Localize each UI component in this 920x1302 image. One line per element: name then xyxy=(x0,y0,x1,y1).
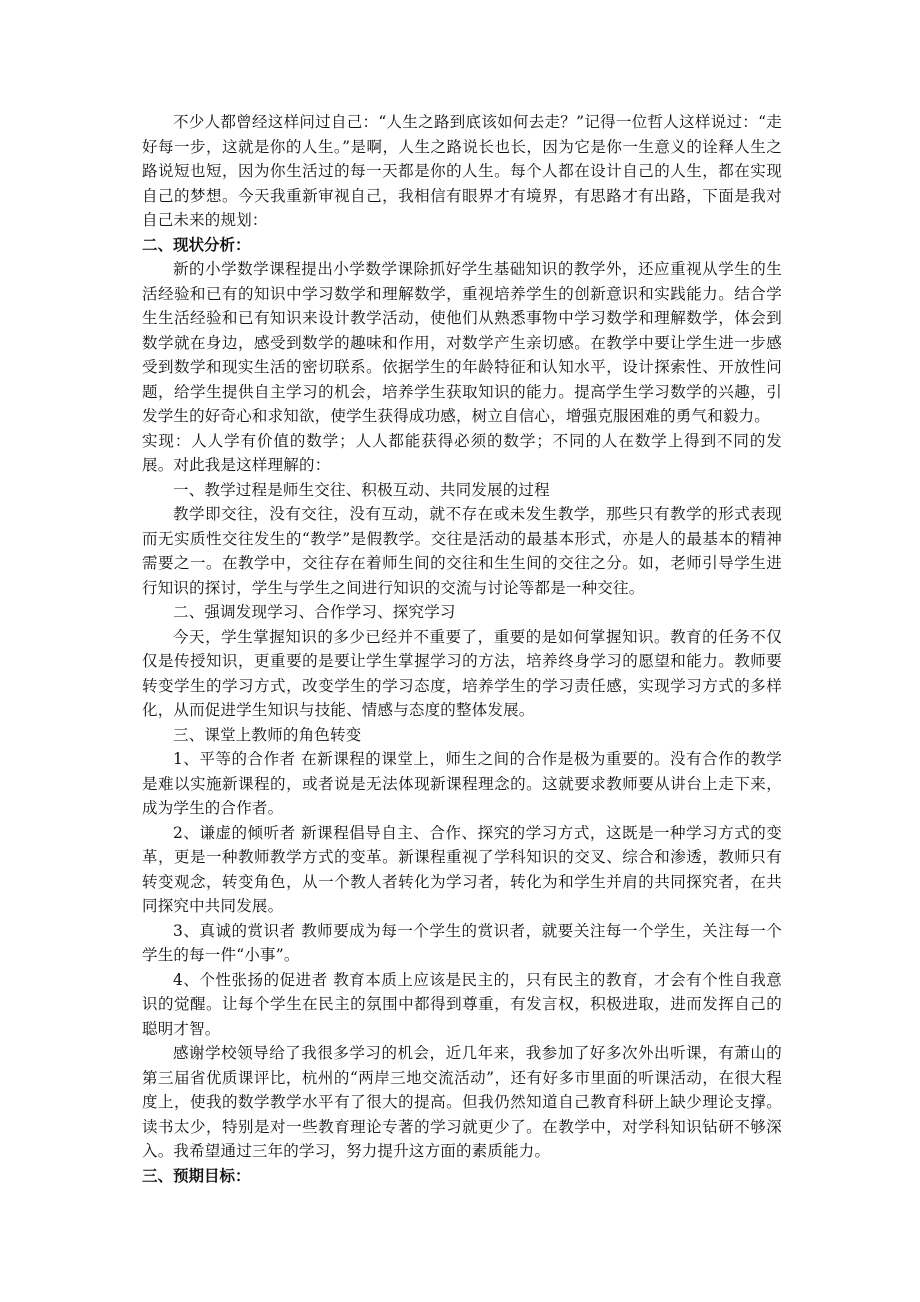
realize-paragraph: 实现：人人学有价值的数学；人人都能获得必须的数学；不同的人在数学上得到不同的发展。对此我是这样理解的： xyxy=(142,431,782,474)
role1-paragraph: 1、平等的合作者 在新课程的课堂上，师生之间的合作是极为重要的。没有合作的教学是难以实施新课程的，或者说是无法体现新课程理念的。这就要求教师要从讲台上走下来，成为学生的合作者。 xyxy=(142,750,782,817)
role3-paragraph: 3、真诚的赏识者 教师要成为每一个学生的赏识者，就要关注每一个学生，关注每一个学生的每一件“小事”。 xyxy=(142,921,782,964)
intro-paragraph: 不少人都曾经这样问过自己：“人生之路到底该如何去走？”记得一位哲人这样说过：“走好每一步，这就是你的人生。”是啊，人生之路说长也长，因为它是你一生意义的诠释人生之路说短也短，因为你生活过的每一天都是你的人生。每个人都在设计自己的人生，都在实现自己的梦想。今天我重新审视自己，我相信有眼界才有境界，有思路才有出路，下面是我对自己未来的规划： xyxy=(142,113,782,229)
point1-body: 教学即交往，没有交往，没有互动，就不存在或未发生教学，那些只有教学的形式表现而无实质性交往发生的“教学”是假教学。交往是活动的最基本形式，亦是人的最基本的精神需要之一。在教学中，交往存在着师生间的交往和生生间的交往之分。如，老师引导学生进行知识的探讨，学生与学生之间进行知识的交流与讨论等都是一种交往。 xyxy=(142,505,782,597)
role4-paragraph: 4、个性张扬的促进者 教育本质上应该是民主的，只有民主的教育，才会有个性自我意识的觉醒。让每个学生在民主的氛围中都得到尊重，有发言权，积极进取，进而发挥自己的聪明才智。 xyxy=(142,970,782,1038)
point2-body: 今天，学生掌握知识的多少已经并不重要了，重要的是如何掌握知识。教育的任务不仅仅是传授知识，更重要的是要让学生掌握学习的方法，培养终身学习的愿望和能力。教师要转变学生的学习方式，改变学生的学习态度，培养学生的学习责任感，实现学习方式的多样化，从而促进学生知识与技能、情感与态度的整体发展。 xyxy=(142,627,782,719)
point1-title: 一、教学过程是师生交往、积极互动、共同发展的过程 xyxy=(173,480,550,499)
point2-title: 二、强调发现学习、合作学习、探究学习 xyxy=(173,603,456,621)
point3-title: 三、课堂上教师的角色转变 xyxy=(173,725,362,744)
thanks-paragraph: 感谢学校领导给了我很多学习的机会，近几年来，我参加了好多次外出听课，有萧山的第三届省优质课评比，杭州的“两岸三地交流活动”，还有好多市里面的听课活动，在很大程度上，使我的数学教学水平有了很大的提高。但我仍然知道自己教育科研上缺少理论支撑。读书太少，特别是对一些教育理论专著的学习就更少了。在教学中，对学科知识钻研不够深入。我希望通过三年的学习，努力提升这方面的素质能力。 xyxy=(142,1044,782,1160)
section-heading-expected-goals: 三、预期目标： xyxy=(142,1166,251,1185)
section-heading-status-analysis: 二、现状分析： xyxy=(142,235,251,254)
curriculum-paragraph: 新的小学数学课程提出小学数学课除抓好学生基础知识的教学外，还应重视从学生的生活经验和已有的知识中学习数学和理解数学，重视培养学生的创新意识和实践能力。结合学生生活经验和已有知识来设计教学活动，使他们从熟悉事物中学习数学和理解数学，体会到数学就在身边，感受到数学的趣味和作用，对数学产生亲切感。在教学中要让学生进一步感受到数学和现实生活的密切联系。依据学生的年龄特征和认知水平，设计探索性、开放性问题，给学生提供自主学习的机会，培养学生获取知识的能力。提高学生学习数学的兴趣，引发学生的好奇心和求知欲，使学生获得成功感，树立自信心，增强克服困难的勇气和毅力。 xyxy=(142,260,782,425)
document-page xyxy=(142,110,782,1188)
role2-paragraph: 2、谦虚的倾听者 新课程倡导自主、合作、探究的学习方式，这既是一种学习方式的变革，更是一种教师教学方式的变革。新课程重视了学科知识的交叉、综合和渗透，教师只有转变观念，转变角色，从一个教人者转化为学习者，转化为和学生并肩的共同探究者，在共同探究中共同发展。 xyxy=(142,823,782,915)
